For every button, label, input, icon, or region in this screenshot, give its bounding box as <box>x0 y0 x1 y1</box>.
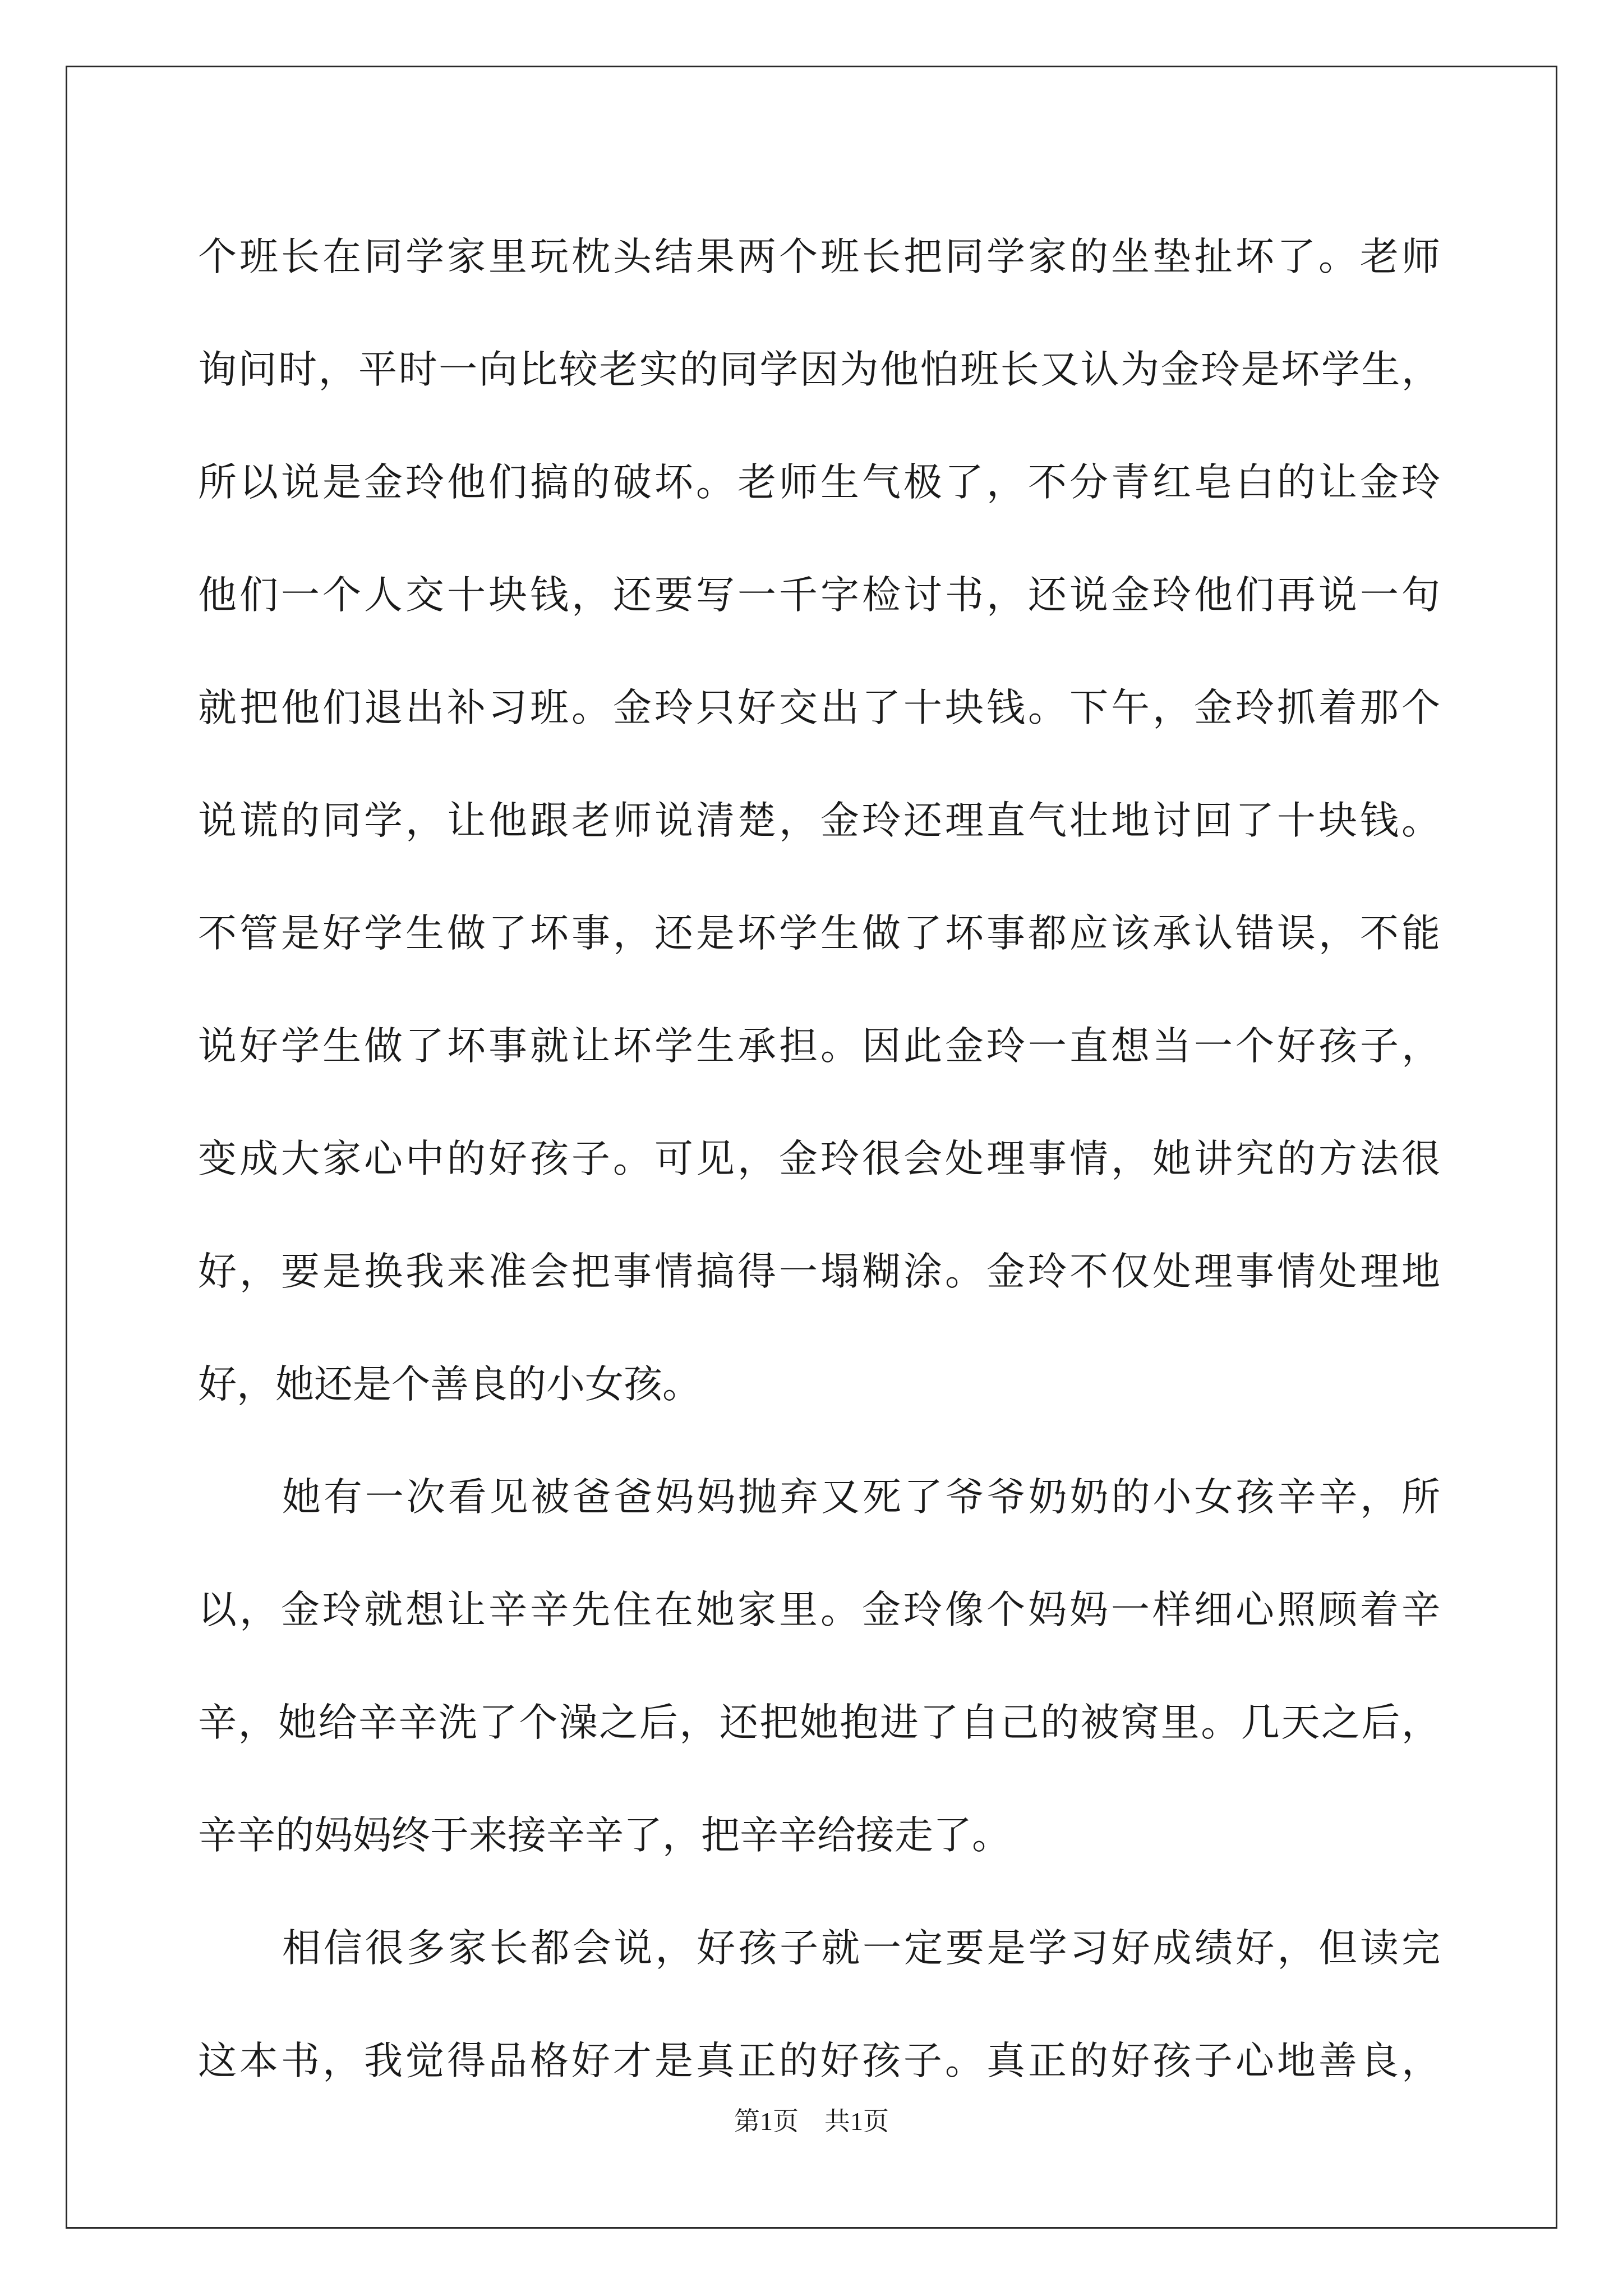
text-line: 所以说是金玲他们搞的破坏。老师生气极了，不分青红皂白的让金玲 <box>198 460 1443 505</box>
text-line: 个班长在同学家里玩枕头结果两个班长把同学家的坐垫扯坏了。老师 <box>198 234 1443 279</box>
text-line: 以，金玲就想让辛辛先住在她家里。金玲像个妈妈一样细心照顾着辛 <box>198 1588 1443 1632</box>
text-line: 辛，她给辛辛洗了个澡之后，还把她抱进了自己的被窝里。几天之后， <box>198 1700 1442 1745</box>
page-footer <box>0 2101 1623 2138</box>
page-number-label: 第1页 共1页 <box>734 2107 889 2136</box>
text-line: 说谎的同学，让他跟老师说清楚，金玲还理直气壮地讨回了十块钱。 <box>198 798 1443 843</box>
text-line: 好，要是换我来准会把事情搞得一塌糊涂。金玲不仅处理事情处理地 <box>198 1249 1443 1294</box>
text-line: 她有一次看见被爸爸妈妈抛弃又死了爷爷奶奶的小女孩辛辛，所 <box>282 1475 1444 1520</box>
text-line: 询问时，平时一向比较老实的同学因为他怕班长又认为金玲是坏学生， <box>198 347 1442 392</box>
text-line: 好，她还是个善良的小女孩。 <box>198 1362 701 1407</box>
text-line: 这本书，我觉得品格好才是真正的好孩子。真正的好孩子心地善良， <box>198 2039 1443 2083</box>
text-line: 相信很多家长都会说，好孩子就一定要是学习好成绩好，但读完 <box>282 1926 1444 1971</box>
document-body <box>198 201 1444 2118</box>
text-line: 他们一个人交十块钱，还要写一千字检讨书，还说金玲他们再说一句 <box>198 573 1443 618</box>
text-line: 说好学生做了坏事就让坏学生承担。因此金玲一直想当一个好孩子， <box>198 1024 1443 1069</box>
text-line: 就把他们退出补习班。金玲只好交出了十块钱。下午，金玲抓着那个 <box>198 685 1443 730</box>
text-line: 辛辛的妈妈终于来接辛辛了，把辛辛给接走了。 <box>198 1813 1011 1858</box>
text-line: 不管是好学生做了坏事，还是坏学生做了坏事都应该承认错误，不能 <box>198 911 1443 956</box>
text-line: 变成大家心中的好孩子。可见，金玲很会处理事情，她讲究的方法很 <box>198 1137 1443 1181</box>
